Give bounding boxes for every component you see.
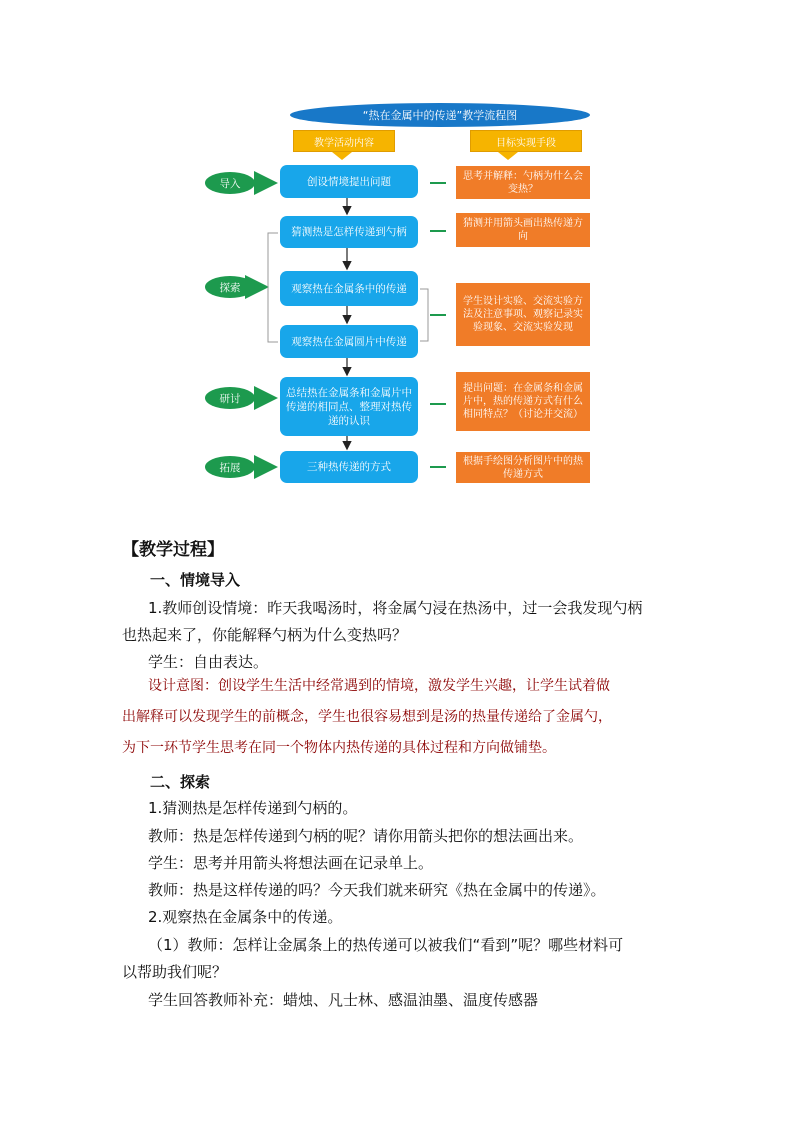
section-title: 【教学过程】 (122, 540, 224, 560)
paragraph: 教师：热是这样传递的吗？今天我们就来研究《热在金属中的传递》。 (148, 881, 606, 899)
paragraph: 教师：热是怎样传递到勺柄的呢？请你用箭头把你的想法画出来。 (148, 827, 584, 845)
means-box: 猜测并用箭头画出热传递方向 (456, 213, 590, 247)
means-box: 根据手绘图分析图片中的热传递方式 (456, 452, 590, 483)
means-box: 学生设计实验、交流实验方法及注意事项、观察记录实验现象、交流实验发现 (456, 283, 590, 346)
paragraph: 以帮助我们呢？ (122, 963, 228, 981)
stage-discuss: 研讨 (205, 387, 255, 409)
means-box: 思考并解释：勺柄为什么会变热？ (456, 166, 590, 199)
header-means: 目标实现手段 (470, 130, 582, 152)
activity-box: 猜测热是怎样传递到勺柄 (280, 216, 418, 248)
means-box: 提出问题：在金属条和金属片中，热的传递方式有什么相同特点？（讨论并交流） (456, 372, 590, 431)
flowchart-title: “热在金属中的传递”教学流程图 (290, 103, 590, 127)
activity-box: 观察热在金属圆片中传递 (280, 325, 418, 358)
paragraph: 学生：自由表达。 (148, 653, 269, 671)
activity-box: 创设情境提出问题 (280, 165, 418, 198)
design-intent: 设计意图：创设学生生活中经常遇到的情境，激发学生兴趣，让学生试着做 (148, 678, 610, 694)
stage-intro: 导入 (205, 172, 255, 194)
activity-box: 总结热在金属条和金属片中传递的相同点、整理对热传递的认识 (280, 377, 418, 436)
stage-extend: 拓展 (205, 456, 255, 478)
heading-intro: 一、情境导入 (150, 571, 241, 589)
activity-box: 观察热在金属条中的传递 (280, 271, 418, 306)
paragraph: 1.猜测热是怎样传递到勺柄的。 (148, 799, 358, 817)
paragraph: 学生回答教师补充：蜡烛、凡士林、感温油墨、温度传感器 (148, 991, 539, 1009)
heading-explore: 二、探索 (150, 773, 211, 791)
paragraph: （1）教师：怎样让金属条上的热传递可以被我们“看到”呢？哪些材料可 (148, 936, 624, 954)
paragraph: 也热起来了，你能解释勺柄为什么变热吗？ (122, 626, 408, 644)
paragraph: 学生：思考并用箭头将想法画在记录单上。 (148, 854, 434, 872)
design-intent: 为下一环节学生思考在同一个物体内热传递的具体过程和方向做铺垫。 (122, 740, 556, 756)
header-activity: 教学活动内容 (293, 130, 395, 152)
stage-explore: 探索 (205, 276, 255, 298)
paragraph: 2.观察热在金属条中的传递。 (148, 908, 343, 926)
design-intent: 出解释可以发现学生的前概念，学生也很容易想到是汤的热量传递给了金属勺， (122, 709, 612, 725)
activity-box: 三种热传递的方式 (280, 451, 418, 483)
paragraph: 1.教师创设情境：昨天我喝汤时，将金属勺浸在热汤中，过一会我发现勺柄 (148, 599, 643, 617)
